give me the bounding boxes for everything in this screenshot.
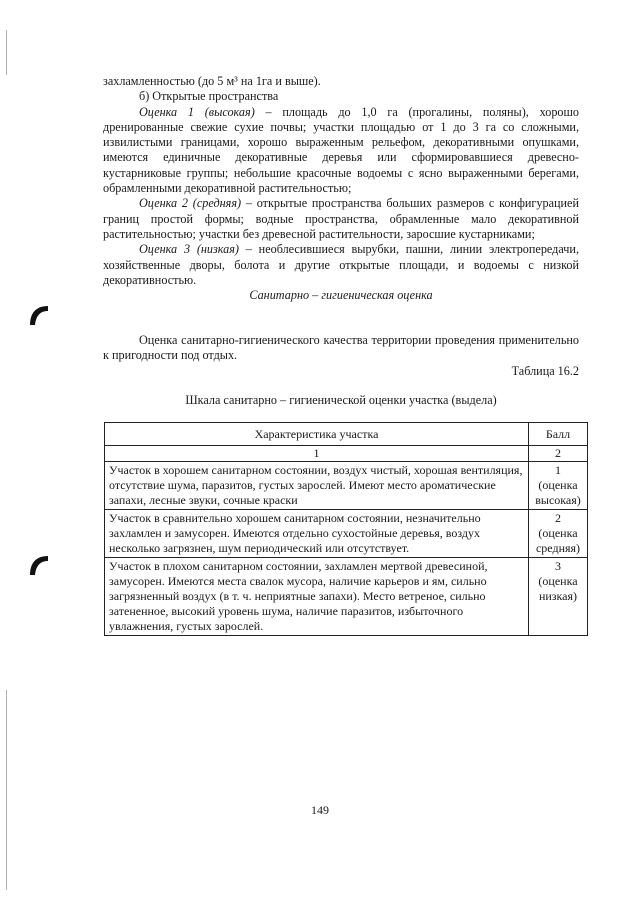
table-row (105, 558, 588, 636)
header-characteristic: Характеристика участка (105, 423, 529, 446)
grade-3-label: Оценка 3 (низкая) (139, 242, 239, 257)
row-2-score-value: 2 (555, 511, 561, 525)
row-3-score (529, 558, 588, 636)
intro-line: захламленностью (до 5 м³ на 1га и выше). (103, 74, 321, 88)
body-text (103, 74, 579, 303)
row-2-score (529, 510, 588, 558)
row-2-grade: (оценка средняя) (535, 526, 581, 555)
grade-2-paragraph (103, 196, 579, 242)
row-1-description: Участок в хорошем санитарном состоянии, воздух чистый, хорошая вентиляция, отсутствие шума, паразитов, густых зарослей. Имеют место ароматические запахи, лесные звуки, сочные краски (105, 462, 529, 510)
sanitary-scale-table (104, 422, 588, 636)
sanitary-paragraph: Оценка санитарно-гигиенического качества территории проведения применительно к пригодности под отдых. (103, 333, 579, 363)
punch-hole-mark-bottom (28, 553, 50, 577)
row-3-score-value: 3 (555, 559, 561, 573)
scan-edge-bottom (6, 690, 7, 890)
punch-hole-mark-top (28, 303, 50, 327)
row-3-description: Участок в плохом санитарном состоянии, захламлен мертвой древесиной, замусорен. Имеются места свалок мусора, наличие карьеров и ям, сильно загрязненный воздух (в т. ч. неприятные запахи). Место ветреное, сильно затененное, высокий уровень шума, наличие паразитов, избыточного увлажнения, густых зарослей. (105, 558, 529, 636)
table-row (105, 510, 588, 558)
column-number-2: 2 (529, 446, 588, 462)
page-number: 149 (311, 803, 329, 817)
header-score: Балл (529, 423, 588, 446)
column-number-1: 1 (105, 446, 529, 462)
row-1-score-value: 1 (555, 463, 561, 477)
section-b-heading: б) Открытые пространства (139, 89, 279, 104)
grade-3-text: – необлесившиеся вырубки, пашни, линии электропередачи, хозяйственные дворы, болота и другие открытые площади, и водоемы с низкой декоративностью. (103, 242, 579, 287)
grade-1-text: – площадь до 1,0 га (прогалины, поляны), хорошо дренированные свежие сухие почвы; участки площадью от 1 до 3 га со сложными, извилистыми границами, хорошо выраженным рельефом, декоративными опушками, имеются единичные декоративные деревья или сформировавшиеся древесно-кустарниковые группы; небольшие красочные водоемы с ясно выраженными берегами, обрамленными декоративной растительностью; (103, 104, 579, 196)
table-row (105, 462, 588, 510)
scan-edge-top (6, 30, 7, 75)
table-label: Таблица 16.2 (511, 363, 579, 378)
sanitary-section (103, 333, 579, 408)
table-title: Шкала санитарно – гигиенической оценки участка (выдела) (185, 392, 497, 407)
table-number-row (105, 446, 588, 462)
grade-1-label: Оценка 1 (высокая) (139, 104, 255, 119)
row-3-grade: (оценка низкая) (538, 574, 578, 603)
row-1-grade: (оценка высокая) (535, 478, 581, 507)
grade-1-paragraph (103, 105, 579, 197)
grade-2-label: Оценка 2 (средняя) (139, 196, 242, 211)
table-header-row (105, 423, 588, 446)
row-2-description: Участок в сравнительно хорошем санитарном состоянии, незначительно захламлен и замусорен. Имеются отдельно сухостойные деревья, воздух несколько загрязнен, шум периодический или отсутствует. (105, 510, 529, 558)
grade-3-paragraph (103, 242, 579, 288)
row-1-score (529, 462, 588, 510)
sanitary-heading: Санитарно – гигиеническая оценка (249, 288, 433, 303)
grade-2-text: – открытые пространства больших размеров с конфигурацией границ простой формы; водные пространства, обрамленные мало декоративной растительностью; участки без древесной растительности, заросшие кустарниками; (103, 196, 579, 241)
